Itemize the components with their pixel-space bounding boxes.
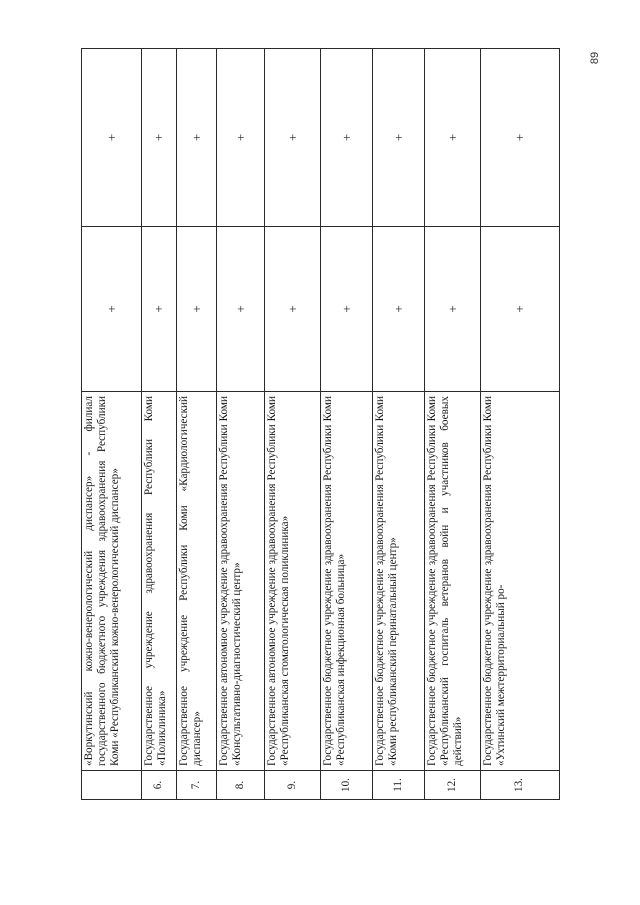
mark-cell: + [142, 227, 177, 392]
mark-cell: + [265, 49, 321, 227]
table-row [265, 49, 321, 800]
row-number: 9. [265, 771, 321, 800]
mark-cell: + [373, 49, 425, 227]
institution-name: Государственное автономное учреждение здравоохранения Республики Коми «Консультативно-диагностический центр» [217, 392, 265, 771]
mark-cell: + [481, 227, 560, 392]
institution-name: Государственное учреждение здравоохранения Республики Коми «Поликлиника» [142, 392, 177, 771]
mark-cell: + [321, 49, 373, 227]
mark-cell: + [425, 227, 481, 392]
table-row [82, 49, 142, 800]
table-row [425, 49, 481, 800]
mark-cell: + [217, 49, 265, 227]
mark-cell: + [321, 227, 373, 392]
institution-name: Государственное бюджетное учреждение здравоохранения Республики Коми «Республиканская инфекционная больница» [321, 392, 373, 771]
table-row [321, 49, 373, 800]
mark-cell: + [82, 49, 142, 227]
row-number: 7. [177, 771, 217, 800]
row-number: 6. [142, 771, 177, 800]
mark-cell: + [177, 49, 217, 227]
mark-cell: + [373, 227, 425, 392]
mark-cell: + [265, 227, 321, 392]
row-number: 11. [373, 771, 425, 800]
row-number [82, 771, 142, 800]
row-number: 13. [481, 771, 560, 800]
mark-cell: + [481, 49, 560, 227]
institution-name: Государственное учреждение Республики Коми «Кардиологический диспансер» [177, 392, 217, 771]
table-row [217, 49, 265, 800]
mark-cell: + [142, 49, 177, 227]
table-row [373, 49, 425, 800]
row-number: 12. [425, 771, 481, 800]
page-number: 89 [589, 51, 602, 65]
row-number: 10. [321, 771, 373, 800]
mark-cell: + [217, 227, 265, 392]
table-row [142, 49, 177, 800]
table-row [177, 49, 217, 800]
institution-name: Государственное бюджетное учреждение здравоохранения Республики Коми «Республиканский госпиталь ветеранов войн и участников боевых действий» [425, 392, 481, 771]
mark-cell: + [177, 227, 217, 392]
institution-name: Государственное бюджетное учреждение здравоохранения Республики Коми «Коми республиканский перинатальный центр» [373, 392, 425, 771]
institution-name: «Воркутинский кожно-венерологический диспансер» - филиал государственного бюджетного учреждения здравоохранения Республики Коми «Республиканский кожно-венерологический диспансер» [82, 392, 142, 771]
table-container [81, 48, 560, 800]
institution-name: Государственное бюджетное учреждение здравоохранения Республики Коми «Ухтинский межтерриториальный ро- [481, 392, 560, 771]
mark-cell: + [82, 227, 142, 392]
mark-cell: + [425, 49, 481, 227]
institutions-table [81, 48, 560, 800]
table-row [481, 49, 560, 800]
institution-name: Государственное автономное учреждение здравоохранения Республики Коми «Республиканская стоматологическая поликлиника» [265, 392, 321, 771]
row-number: 8. [217, 771, 265, 800]
